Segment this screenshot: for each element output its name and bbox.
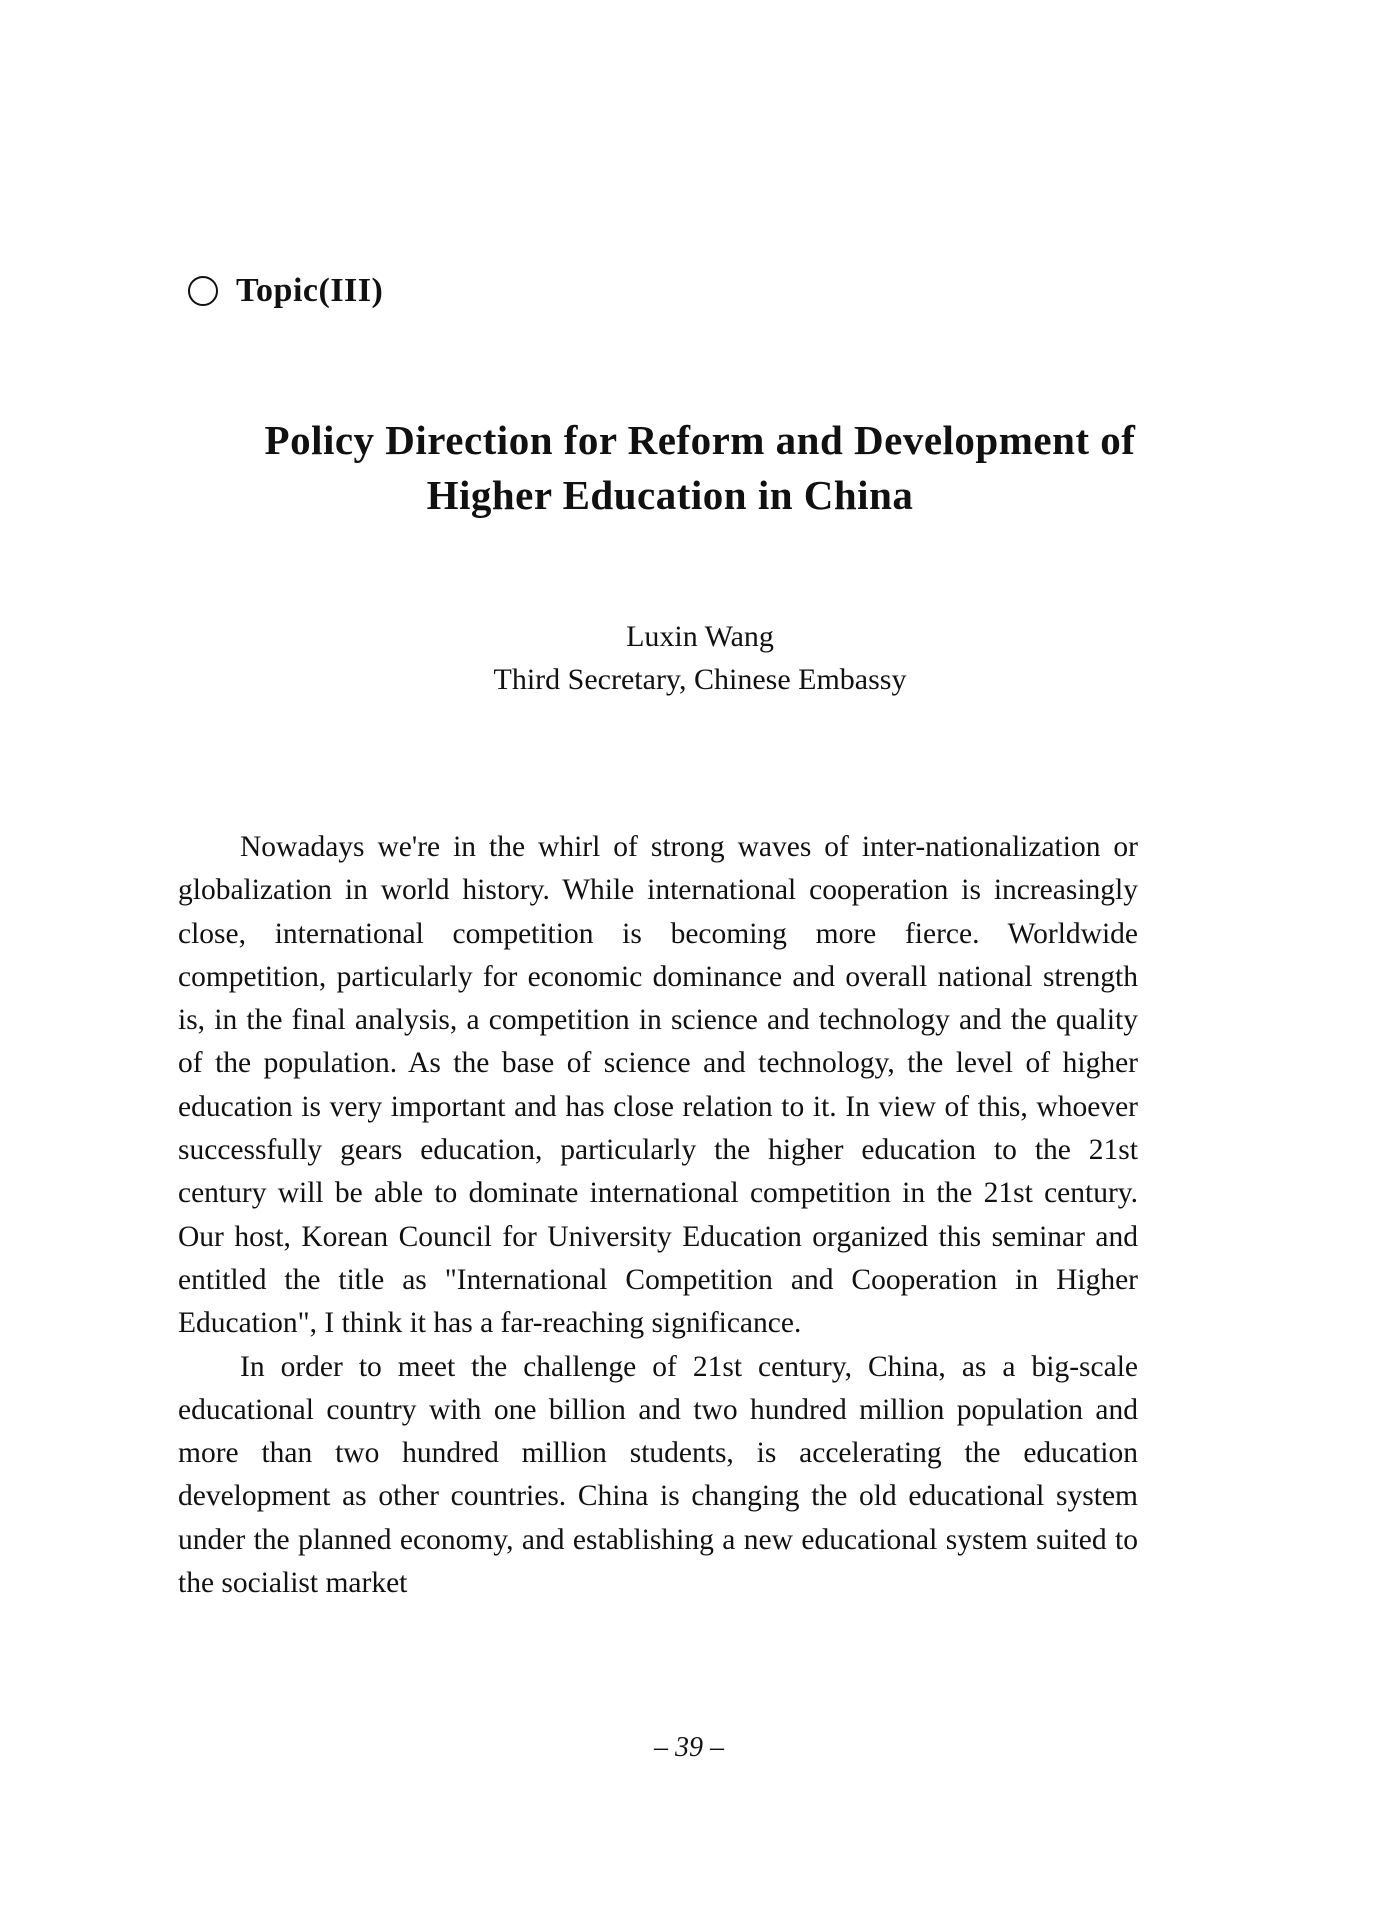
- topic-label: Topic(III): [236, 272, 384, 309]
- document-title-line-1: Policy Direction for Reform and Development of: [264, 417, 1136, 463]
- document-title-line-2: Higher Education in China: [426, 472, 914, 518]
- paragraph-1: Nowadays we're in the whirl of strong waves of inter-nationalization or globalization in world history. While international cooperation is increasingly close, international competition is becoming more fierce. Worldwide competition, particularly for economic dominance and overall national strength is, in the final analysis, a competition in science and technology and the quality of the population. As the base of science and technology, the level of higher education is very important and has close relation to it. In view of this, whoever successfully gears education, particularly the higher education to the 21st century will be able to dominate international competition in the 21st century. Our host, Korean Council for University Education organized this seminar and entitled the title as "International Competition and Cooperation in Higher Education", I think it has a far-reaching significance.: [178, 831, 1138, 1340]
- paragraph-2: In order to meet the challenge of 21st century, China, as a big-scale educational country with one billion and two hundred million population and more than two hundred million students, is accelerating the education development as other countries. China is changing the old educational system under the planned economy, and establishing a new educational system suited to the socialist market: [178, 1350, 1138, 1600]
- page-number: – 39 –: [654, 1732, 724, 1763]
- body-text: [178, 826, 1138, 1605]
- circle-bullet-icon: [188, 276, 218, 306]
- author-position: Third Secretary, Chinese Embassy: [493, 663, 907, 696]
- topic-heading: [188, 272, 383, 310]
- author-name: Luxin Wang: [626, 620, 774, 653]
